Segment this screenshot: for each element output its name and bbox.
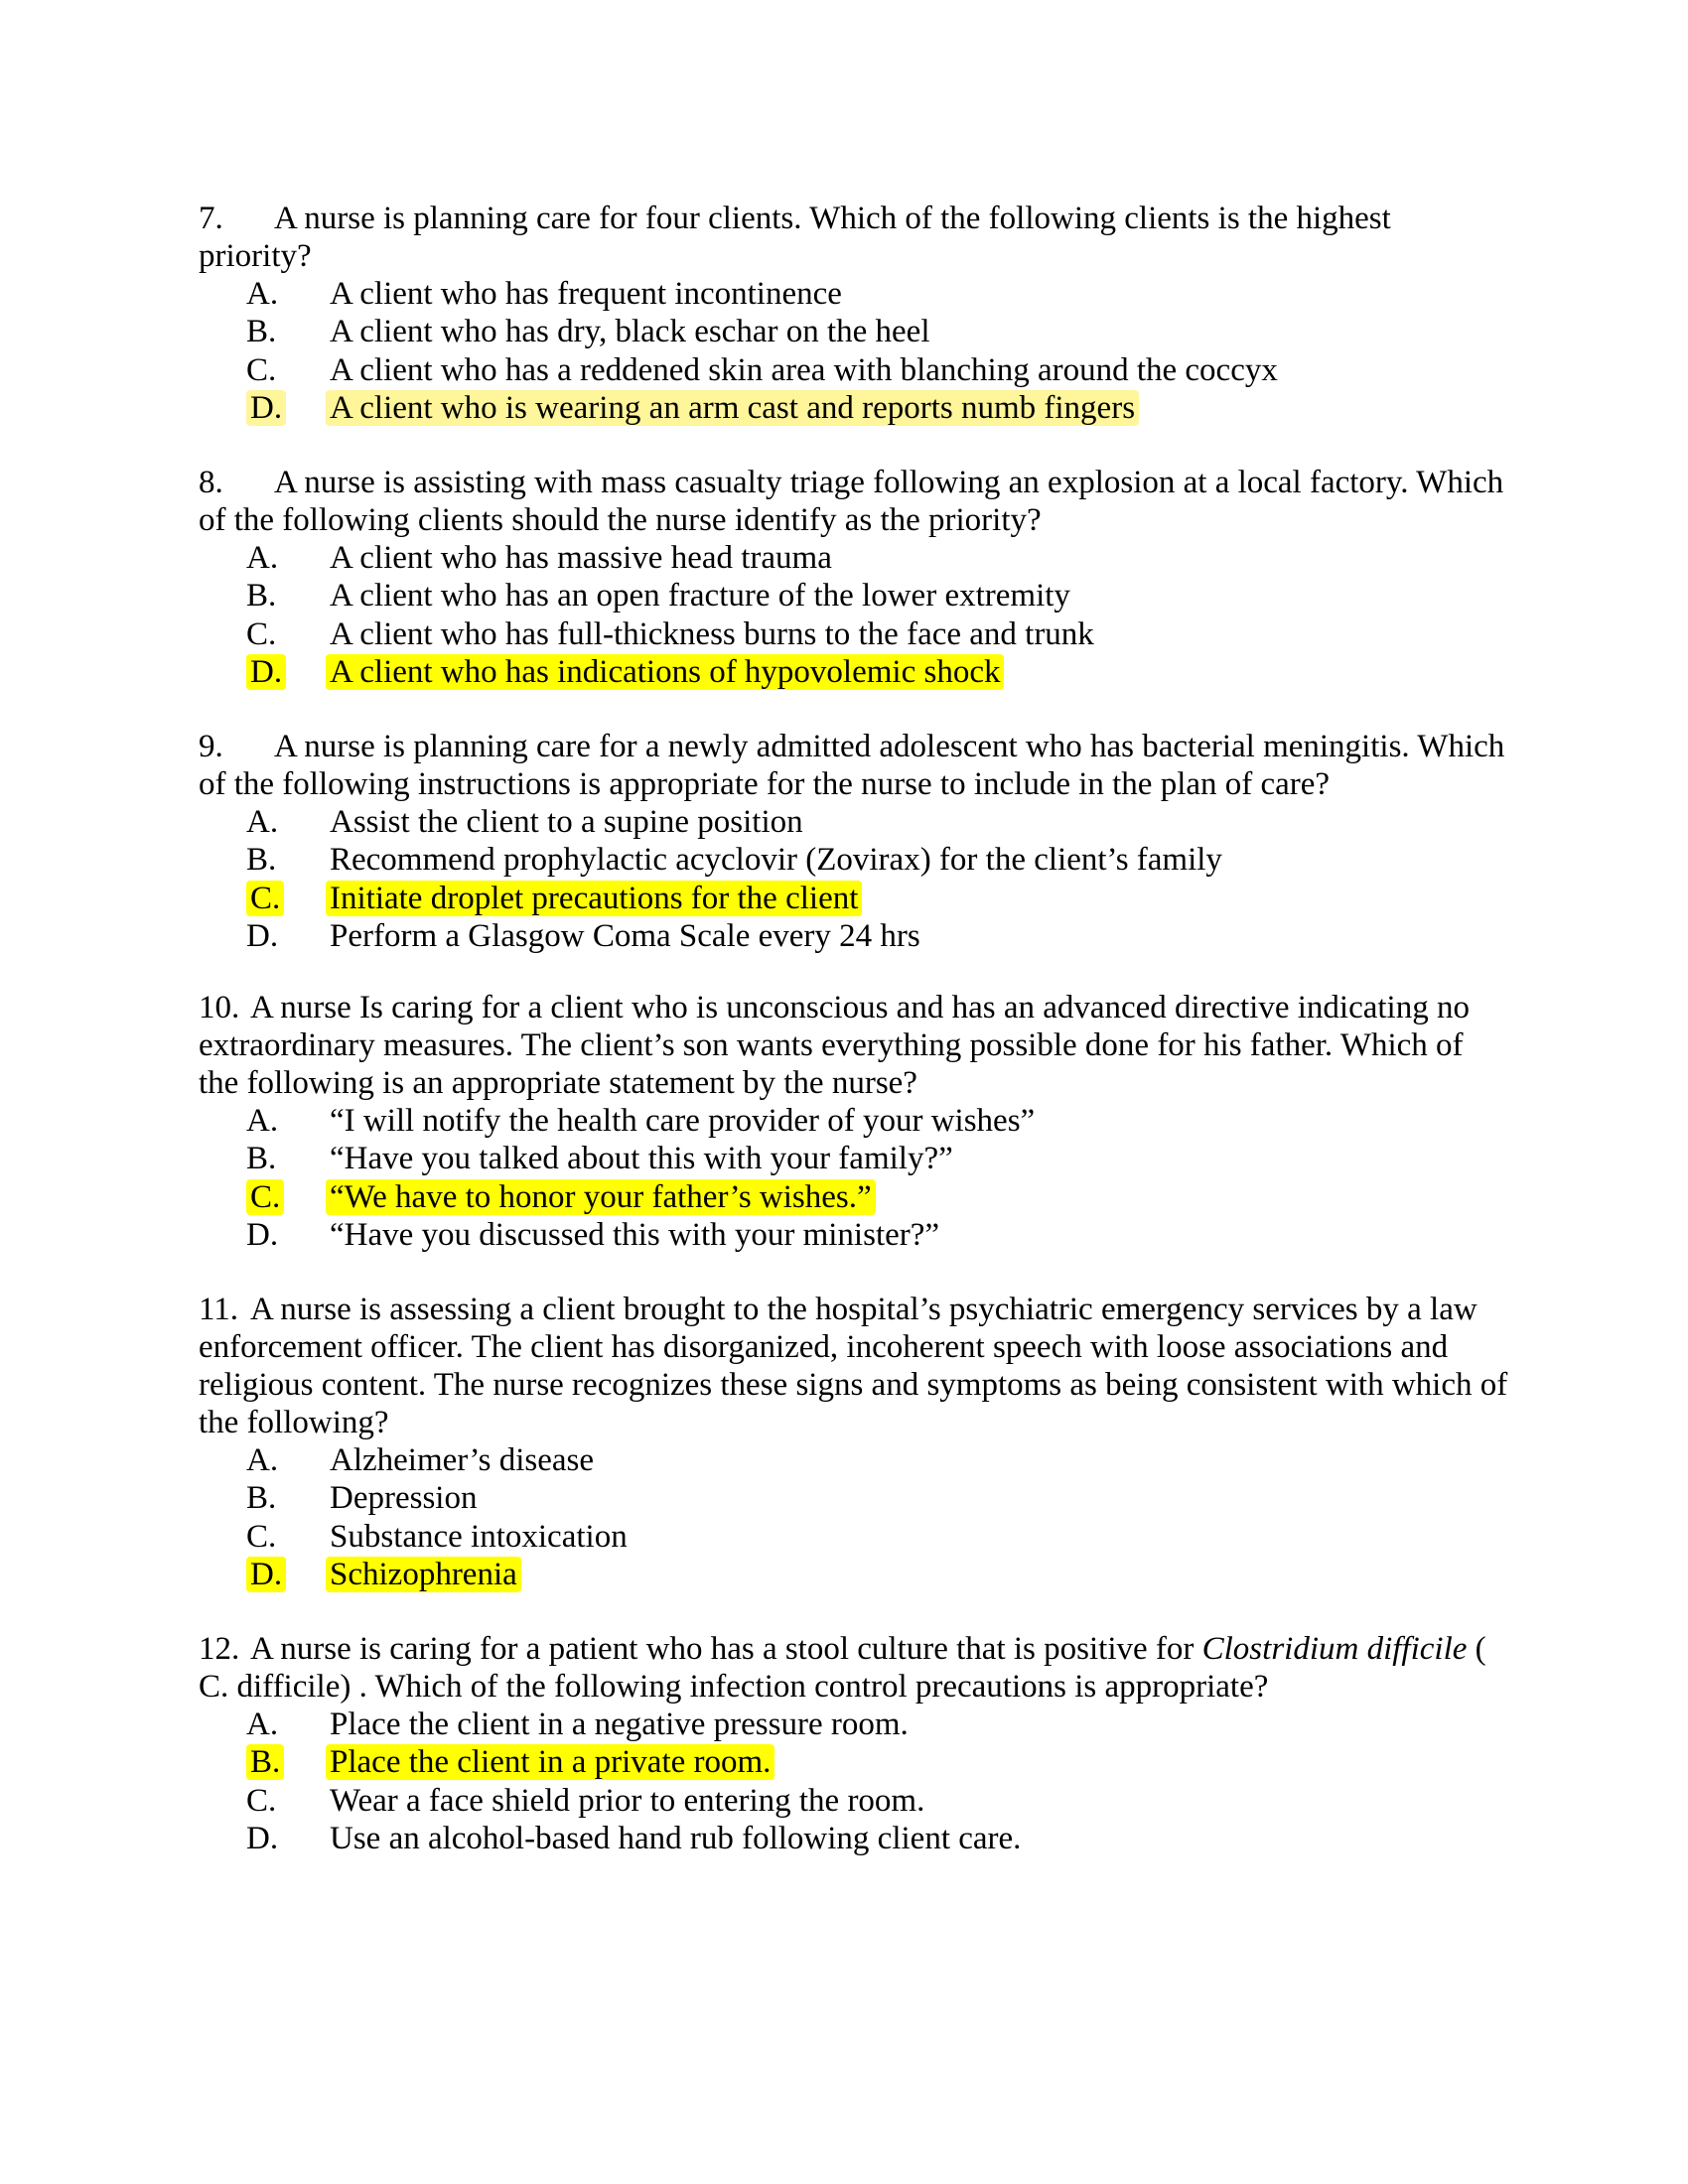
option-text: Place the client in a negative pressure room. bbox=[330, 1706, 909, 1742]
option-text: Alzheimer’s disease bbox=[330, 1442, 595, 1478]
option-text: Schizophrenia bbox=[330, 1556, 521, 1593]
answer-option bbox=[199, 803, 1509, 841]
answer-option bbox=[199, 1102, 1509, 1140]
option-letter: B. bbox=[246, 314, 277, 350]
question-stem bbox=[199, 200, 1509, 275]
question-8 bbox=[199, 464, 1509, 691]
option-text: “I will notify the health care provider of your wishes” bbox=[330, 1103, 1036, 1139]
option-letter: D. bbox=[246, 1820, 279, 1856]
option-text: Assist the client to a supine position bbox=[330, 804, 803, 840]
option-letter: D. bbox=[246, 917, 279, 954]
answer-options bbox=[199, 803, 1509, 955]
question-number: 12. bbox=[199, 1631, 240, 1667]
option-text: Use an alcohol-based hand rub following client care. bbox=[330, 1820, 1022, 1856]
option-letter: C. bbox=[246, 880, 330, 917]
highlighted-answer-option bbox=[199, 1556, 1509, 1593]
option-text: “Have you talked about this with your family?” bbox=[330, 1141, 953, 1177]
option-letter: A. bbox=[246, 804, 279, 840]
option-text: A client who has an open fracture of the lower extremity bbox=[330, 578, 1070, 614]
answer-option bbox=[199, 351, 1509, 389]
question-number: 8. bbox=[199, 465, 223, 500]
option-letter: D. bbox=[246, 389, 330, 427]
option-letter: A. bbox=[246, 1442, 279, 1478]
option-letter: C. bbox=[246, 1178, 330, 1216]
question-text: A nurse is assisting with mass casualty triage following an explosion at a local factory. Which of the following clients should the nurse identify as the priority? bbox=[199, 465, 1504, 538]
question-text: A nurse is planning care for a newly admitted adolescent who has bacterial meningitis. Which of the following instructions is appropriate for the nurse to include in the plan of care? bbox=[199, 729, 1505, 802]
option-letter: A. bbox=[246, 1706, 279, 1742]
answer-option bbox=[199, 841, 1509, 879]
option-text: Depression bbox=[330, 1480, 478, 1517]
option-text: A client who has a reddened skin area with blanching around the coccyx bbox=[330, 351, 1278, 388]
question-stem bbox=[199, 1291, 1509, 1441]
answer-options bbox=[199, 1441, 1509, 1593]
option-letter: B. bbox=[246, 842, 277, 879]
option-text: A client who has massive head trauma bbox=[330, 540, 832, 576]
option-text: A client who has full-thickness burns to the face and trunk bbox=[330, 615, 1094, 652]
question-stem bbox=[199, 1630, 1509, 1706]
answer-option bbox=[199, 577, 1509, 614]
option-letter: C. bbox=[246, 351, 277, 388]
question-12 bbox=[199, 1630, 1509, 1857]
question-text: A nurse is planning care for four clients. Which of the following clients is the highest priority? bbox=[199, 201, 1391, 274]
question-7 bbox=[199, 200, 1509, 427]
answer-option bbox=[199, 917, 1509, 955]
option-text: Perform a Glasgow Coma Scale every 24 hrs bbox=[330, 917, 920, 954]
highlighted-answer-option bbox=[199, 653, 1509, 691]
question-number: 7. bbox=[199, 201, 223, 236]
option-text: A client who has indications of hypovolemic shock bbox=[330, 653, 1004, 691]
option-text: Place the client in a private room. bbox=[330, 1743, 774, 1781]
question-text: A nurse Is caring for a client who is unconscious and has an advanced directive indicating no extraordinary measures. The client’s son wants everything possible done for his father. Which of the following is an appropriate statement by the nurse? bbox=[199, 990, 1470, 1101]
option-letter: C. bbox=[246, 1518, 277, 1555]
question-10 bbox=[199, 989, 1509, 1254]
answer-options bbox=[199, 1102, 1509, 1254]
option-letter: B. bbox=[246, 1141, 277, 1177]
option-letter: A. bbox=[246, 1103, 279, 1139]
highlighted-answer-option bbox=[199, 880, 1509, 917]
answer-option bbox=[199, 1479, 1509, 1517]
question-number: 11. bbox=[199, 1292, 239, 1327]
answer-options bbox=[199, 1706, 1509, 1857]
answer-option bbox=[199, 1140, 1509, 1177]
option-letter: D. bbox=[246, 1216, 279, 1253]
answer-option bbox=[199, 1820, 1509, 1857]
question-stem bbox=[199, 464, 1509, 539]
question-text-after: ( C. difficile) . Which of the following infection control precautions is appropriate? bbox=[199, 1631, 1486, 1705]
answer-options bbox=[199, 275, 1509, 427]
option-letter: B. bbox=[246, 1743, 330, 1781]
option-letter: A. bbox=[246, 276, 279, 312]
highlighted-answer-option bbox=[199, 1743, 1509, 1781]
answer-option bbox=[199, 1441, 1509, 1479]
option-text: A client who has frequent incontinence bbox=[330, 276, 842, 312]
answer-option bbox=[199, 1518, 1509, 1556]
option-text: A client who has dry, black eschar on the heel bbox=[330, 314, 930, 350]
highlighted-answer-option bbox=[199, 1178, 1509, 1216]
option-text: Wear a face shield prior to entering the room. bbox=[330, 1782, 925, 1819]
question-text-before: A nurse is caring for a patient who has a stool culture that is positive for bbox=[250, 1631, 1202, 1667]
option-letter: C. bbox=[246, 615, 277, 652]
answer-option bbox=[199, 539, 1509, 577]
answer-option bbox=[199, 275, 1509, 313]
question-stem bbox=[199, 989, 1509, 1102]
question-text: A nurse is assessing a client brought to the hospital’s psychiatric emergency services by a law enforcement officer. The client has disorganized, incoherent speech with loose associations and religious content. The nurse recognizes these signs and symptoms as being consistent with which of the following? bbox=[199, 1292, 1508, 1440]
question-stem bbox=[199, 728, 1509, 803]
organism-name: Clostridium difficile bbox=[1201, 1631, 1468, 1667]
option-letter: C. bbox=[246, 1782, 277, 1819]
answer-option bbox=[199, 1216, 1509, 1254]
option-letter: B. bbox=[246, 578, 277, 614]
answer-option bbox=[199, 1706, 1509, 1743]
option-letter: D. bbox=[246, 1556, 330, 1593]
option-text: “We have to honor your father’s wishes.” bbox=[330, 1178, 876, 1216]
answer-option bbox=[199, 313, 1509, 350]
option-text: “Have you discussed this with your minister?” bbox=[330, 1216, 940, 1253]
question-number: 10. bbox=[199, 990, 240, 1025]
question-9 bbox=[199, 728, 1509, 955]
question-11 bbox=[199, 1291, 1509, 1593]
option-text: Substance intoxication bbox=[330, 1518, 628, 1555]
highlighted-answer-option bbox=[199, 389, 1509, 427]
answer-option bbox=[199, 1782, 1509, 1820]
question-number: 9. bbox=[199, 729, 223, 764]
option-letter: A. bbox=[246, 540, 279, 576]
answer-options bbox=[199, 539, 1509, 691]
option-text: Initiate droplet precautions for the client bbox=[330, 880, 862, 917]
option-letter: D. bbox=[246, 653, 330, 691]
option-text: Recommend prophylactic acyclovir (Zovirax) for the client’s family bbox=[330, 842, 1222, 879]
option-text: A client who is wearing an arm cast and reports numb fingers bbox=[330, 389, 1139, 427]
answer-option bbox=[199, 615, 1509, 653]
option-letter: B. bbox=[246, 1480, 277, 1517]
